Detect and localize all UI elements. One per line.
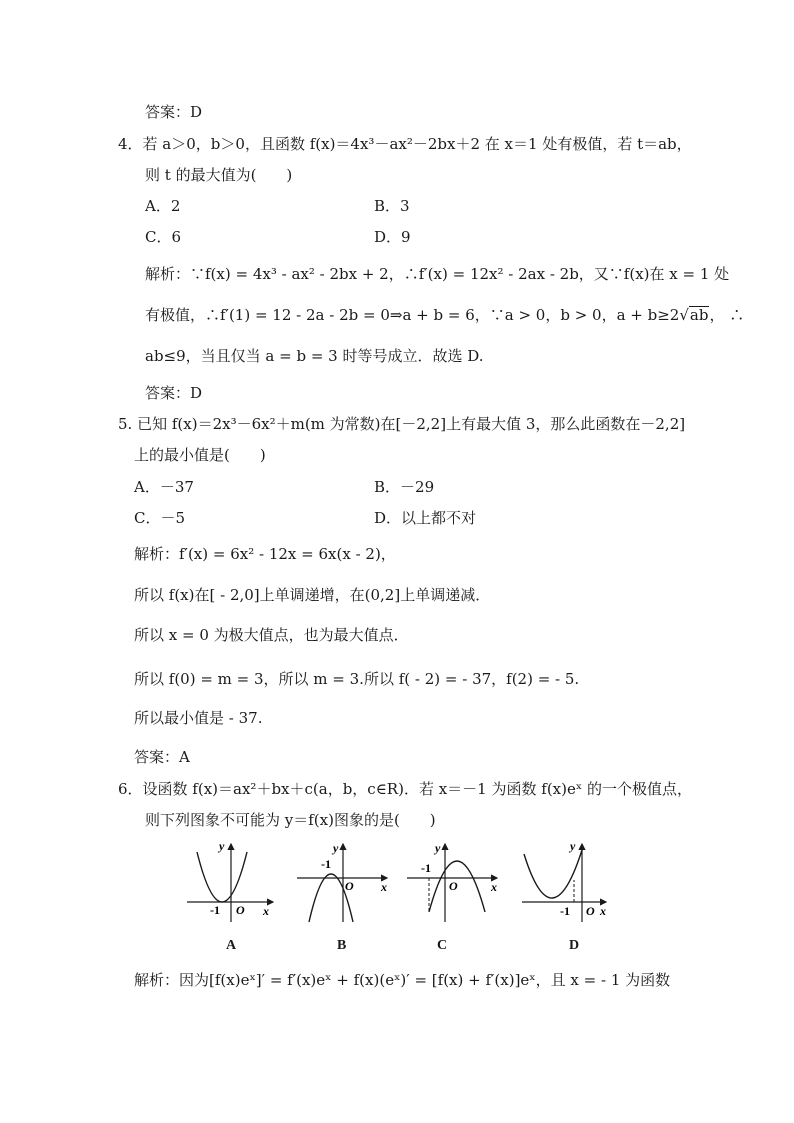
q5-solution-line3: 所以 x = 0 为极大值点，也为最大值点． [134,626,409,644]
graph-d-x-label: x [600,904,606,918]
q4-option-c: C．6 [145,228,182,246]
q4-solution-line3: ab≤9，当且仅当 a = b = 3 时等号成立．故选 D. [145,347,484,365]
q5-option-c: C．－5 [134,509,186,527]
graph-a [185,840,280,925]
q5-solution-line5: 所以最小值是 - 37. [134,709,263,727]
graph-a-minus-one: -1 [210,903,220,917]
q4-option-a: A．2 [145,197,181,215]
graph-a-x-label: x [263,904,269,918]
graph-d [520,840,615,925]
sqrt-icon: √ [679,306,689,324]
q4-sqrt-radicand: ab [689,306,709,324]
graph-a-curve [197,852,247,902]
q5-option-b: B．－29 [374,478,435,496]
graph-a-label: A [226,938,237,953]
q4-solution-line1: 解析：∵f(x) = 4x³ - ax² - 2bx + 2，∴f′(x) = 12x² - 2ax - 2b，又∵f(x)在 x = 1 处 [145,265,730,283]
q6-stem-line1: 6．设函数 f(x)＝ax²＋bx＋c(a，b，c∈R)．若 x＝－1 为函数 f(x)eˣ 的一个极值点， [118,780,692,798]
q5-solution-line2: 所以 f(x)在[ - 2,0]上单调递增，在(0,2]上单调递减． [134,586,491,604]
graph-a-origin: O [236,903,245,917]
graph-c-y-label: y [435,841,441,855]
q3-answer: 答案：D [145,103,203,121]
graph-b-x-label: x [381,880,387,894]
graph-d-y-label: y [570,840,576,853]
q5-stem-line1: 5. 已知 f(x)＝2x³－6x²＋m(m 为常数)在[－2,2]上有最大值 3，那么此函数在－2,2] [118,415,686,433]
q4-answer: 答案：D [145,384,203,402]
q5-answer: 答案：A [134,748,190,766]
q4-solution-line2-text: 有极值，∴f′(1) = 12 - 2a - 2b = 0⇒a + b = 6，∵a > 0，b > 0，a + b≥2 [145,306,680,324]
q4-option-b: B．3 [374,197,410,215]
graph-b-label: B [337,938,347,953]
q6-stem-line2: 则下列图象不可能为 y＝f(x)图象的是( ) [145,811,436,829]
graph-c-origin: O [449,879,458,893]
q4-option-d: D．9 [374,228,411,246]
q4-solution-line2-tail: ， ∴ [709,306,745,324]
q5-option-d: D．以上都不对 [374,509,477,527]
graph-c-label: C [437,938,448,953]
q5-solution-line4: 所以 f(0) = m = 3，所以 m = 3.所以 f( - 2) = - 37，f(2) = - 5. [134,670,580,688]
q5-option-a: A．－37 [134,478,194,496]
graph-b-origin: O [345,879,354,893]
graph-b [295,840,395,925]
graph-a-y-label: y [219,840,225,853]
graph-c-x-label: x [491,880,497,894]
q6-solution-line1: 解析：因为[f(x)eˣ]′ = f′(x)eˣ + f(x)(eˣ)′ = [f(x) + f′(x)]eˣ，且 x = - 1 为函数 [134,971,671,989]
graph-b-y-label: y [333,841,339,855]
graph-c-minus-one: -1 [421,861,431,875]
graph-d-minus-one: -1 [560,904,570,918]
q4-stem-line2: 则 t 的最大值为( ) [145,166,293,184]
q4-solution-line2 [145,305,744,325]
graph-d-label: D [569,938,580,953]
graph-d-curve [524,850,582,898]
graph-b-minus-one: -1 [321,857,331,871]
graph-c [405,840,505,925]
q5-solution-line1: 解析：f′(x) = 6x² - 12x = 6x(x - 2)， [134,545,396,563]
q5-stem-line2: 上的最小值是( ) [134,446,266,464]
graph-d-origin: O [586,904,595,918]
q4-stem-line1: 4．若 a＞0，b＞0，且函数 f(x)＝4x³－ax²－2bx＋2 在 x＝1 处有极值，若 t＝ab， [118,135,692,153]
